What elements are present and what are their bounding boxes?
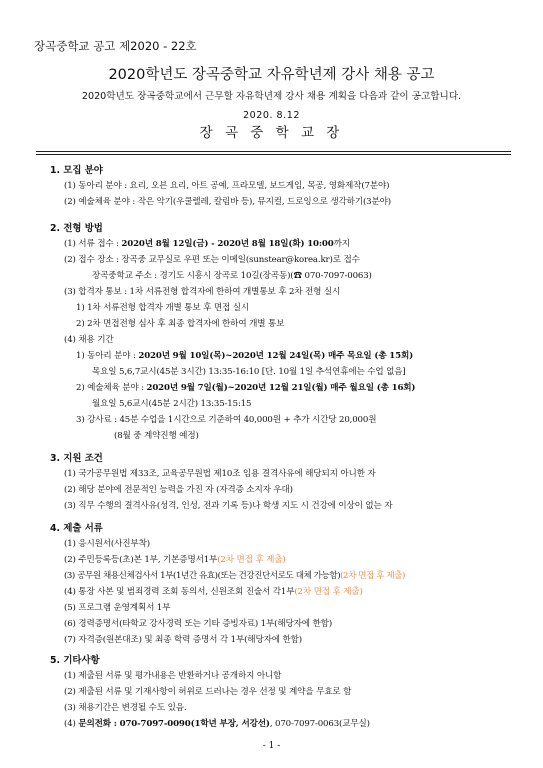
s2-line-11: 월요일 5,6교시(45분 2시간) 13:35-15:15 <box>92 399 252 409</box>
s5-line-4: (4) 문의전화 : 070-7097-0090(1학년 부장, 서강선), 070-7097-0063(교무실) <box>64 719 370 729</box>
s3-line-1: (1) 국가공무원법 제33조, 교육공무원법 제10조 임용 결격사유에 해당되지 아니한 자 <box>64 469 376 479</box>
s2-line-5: 1) 1차 서류전형 합격자 개별 통보 후 면접 실시 <box>76 303 250 313</box>
s4-line-6: (6) 경력증명서(타학교 강사경력 또는 기타 증빙자료) 1부(해당자에 한함) <box>64 619 333 629</box>
s4-line-5: (5) 프로그램 운영계획서 1부 <box>64 603 171 613</box>
top-rule-double <box>36 154 511 155</box>
s5-line-3: (3) 채용기간은 변경될 수도 있음. <box>64 703 187 713</box>
s2-line-13: (8월 중 계약진행 예정) <box>114 431 199 441</box>
intro-text: 2020학년도 장곡중학교에서 근무할 자유학년제 강사 채용 계획을 다음과 같이 공고합니다. <box>81 91 462 102</box>
page-number: - 1 - <box>262 741 281 751</box>
s5-line-2: (2) 제출된 서류 및 기재사항이 허위로 드러나는 경우 선정 및 계약을 무효로 함 <box>64 687 352 697</box>
s4-line-4: (4) 통장 사본 및 범죄경력 조회 동의서, 신원조회 진술서 각1부(2차 면접 후 제출) <box>64 587 363 597</box>
section-4-heading: 4. 제출 서류 <box>50 523 103 534</box>
s4-line-1: (1) 응시원서(사진부착) <box>64 539 150 549</box>
page-title: 2020학년도 장곡중학교 자유학년제 강사 채용 공고 <box>108 67 435 83</box>
s4-line-3: (3) 공무원 채용신체검사서 1부(1년간 유효)(또는 건강진단서로도 대체 가능함)(2차 면접 후 제출) <box>64 571 405 581</box>
s1-line-1: (1) 동아리 분야 : 요리, 오븐 요리, 아트 공예, 프라모델, 보드게임, 목공, 영화제작(7분야) <box>64 181 390 191</box>
signer: 장 곡 중 학 교 장 <box>199 125 344 141</box>
section-2-heading: 2. 전형 방법 <box>50 223 103 234</box>
notice-date: 2020. 8.12 <box>243 110 300 121</box>
s5-line-1: (1) 제출된 서류 및 평가내용은 반환하거나 공개하지 아니함 <box>64 671 282 681</box>
s2-line-7: (4) 채용 기간 <box>64 335 114 345</box>
s2-line-6: 2) 2차 면접전형 심사 후 최종 합격자에 한하여 개별 통보 <box>76 319 285 329</box>
section-1-heading: 1. 모집 분야 <box>50 165 103 176</box>
section-3-heading: 3. 지원 조건 <box>50 453 103 464</box>
s2-line-2: (2) 접수 장소 : 장곡중 교무실로 우편 또는 이메일(sunstear@korea.kr)로 접수 <box>64 255 360 265</box>
s2-line-10: 2) 예술체육 분야 : 2020년 9월 7일(월)~2020년 12월 21일(월) 매주 월요일 (총 16회) <box>76 383 416 393</box>
s3-line-3: (3) 직무 수행의 결격사유(성격, 인성, 전과 기록 등)나 학생 지도 시 건강에 이상이 없는 자 <box>64 501 393 511</box>
s2-line-3: 장곡중학교 주소 : 경기도 시흥시 장곡로 10길(장곡동)(☎ 070-7097-0063) <box>92 271 372 281</box>
s3-line-2: (2) 해당 분야에 전문적인 능력을 가진 자 (자격증 소지자 우대) <box>64 485 293 495</box>
top-rule <box>36 151 511 152</box>
s2-line-1: (1) 서류 접수 : 2020년 8월 12일(금) - 2020년 8월 18일(화) 10:00까지 <box>64 239 350 249</box>
section-5-heading: 5. 기타사항 <box>50 655 100 666</box>
s4-line-2: (2) 주민등록등(초)본 1부, 기본증명서1부(2차 면접 후 제출) <box>64 555 286 565</box>
s4-line-7: (7) 자격증(원본대조) 및 최종 학력 증명서 각 1부(해당자에 한함) <box>64 635 302 645</box>
s2-line-8: 1) 동아리 분야 : 2020년 9월 10일(목)~2020년 12월 24일(목) 매주 목요일 (총 15회) <box>76 351 414 361</box>
s1-line-2: (2) 예술체육 분야 : 작은 악기(우쿨렐레, 칼림바 등), 뮤지컬, 드로잉으로 생각하기(3분야) <box>64 197 392 207</box>
notice-number: 장곡중학교 공고 제2020 - 22호 <box>34 39 197 53</box>
s2-line-12: 3) 강사료 : 45분 수업을 1시간으로 기준하여 40,000원 + 추가 시간당 20,000원 <box>76 415 377 425</box>
s2-line-9: 목요일 5,6,7교시(45분 3시간) 13:35-16:10 [단. 10월 1일 추석연휴에는 수업 없음] <box>92 367 406 377</box>
s2-line-4: (3) 합격자 통보 : 1차 서류전형 합격자에 한하여 개별통보 후 2차 전형 실시 <box>64 287 341 297</box>
